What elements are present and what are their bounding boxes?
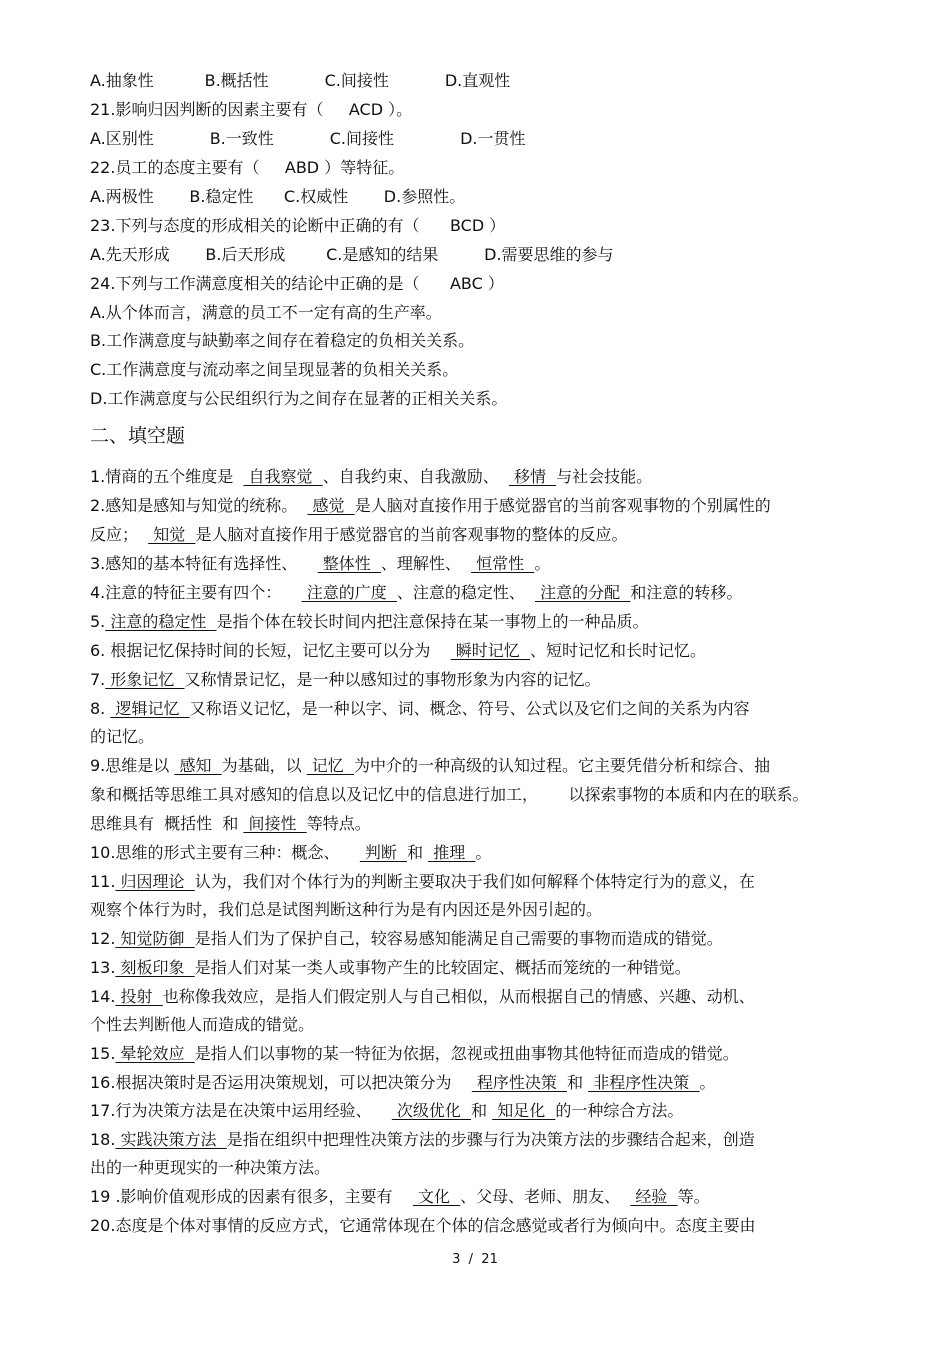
- question-text: 为基础，以: [221, 756, 307, 775]
- fill-line: [90, 698, 750, 720]
- answer-blank: 注意的分配: [535, 583, 631, 602]
- answer-blank: 自我察觉: [243, 467, 323, 486]
- question-text: 认为，我们对个体行为的判断主要取决于我们如何解释个体特定行为的意义，在: [194, 872, 755, 891]
- question-text: 、短时记忆和长时记忆。: [529, 641, 706, 660]
- fill-line: [90, 899, 602, 921]
- question-text: 象和概括等思维工具对感知的信息以及记忆中的信息进行加工， 以探索事物的本质和内在的联系。: [90, 785, 809, 804]
- question-text: 、父母、老师、朋友、: [460, 1187, 631, 1206]
- fill-line: [90, 1100, 683, 1122]
- answer-blank: 刻板印象: [115, 958, 195, 977]
- fill-line: [90, 640, 706, 662]
- question-text: 3.感知的基本特征有选择性、: [90, 554, 318, 573]
- choice-line: A.两极性 B.稳定性 C.权威性 D.参照性。: [90, 187, 466, 206]
- answer-blank: 知觉: [148, 525, 196, 544]
- answer-blank: 形象记忆: [105, 670, 185, 689]
- choice-line: 23.下列与态度的形成相关的论断中正确的有（ BCD ）: [90, 216, 506, 235]
- answer-blank: 瞬时记忆: [450, 641, 530, 660]
- answer-blank: 整体性: [317, 554, 381, 573]
- fill-line: [90, 813, 371, 835]
- question-text: 18.: [90, 1130, 116, 1149]
- question-text: 、理解性、: [380, 554, 472, 573]
- answer-blank: 投射: [115, 987, 163, 1006]
- fill-line: [90, 928, 723, 950]
- question-text: 个性去判断他人而造成的错觉。: [90, 1015, 315, 1034]
- choice-line: 24.下列与工作满意度相关的结论中正确的是（ ABC ）: [90, 274, 504, 293]
- choice-line: 21.影响归因判断的因素主要有（ ACD ）。: [90, 100, 413, 119]
- answer-blank: 判断: [359, 843, 408, 862]
- question-text: 。: [534, 554, 551, 573]
- question-text: 20.态度是个体对事情的反应方式，它通常体现在个体的信念感觉或者行为倾向中。态度主要由: [90, 1216, 756, 1235]
- choice-line: D.工作满意度与公民组织行为之间存在显著的正相关关系。: [90, 389, 508, 408]
- fill-line: [90, 755, 770, 777]
- question-text: 、自我约束、自我激励、: [322, 467, 509, 486]
- answer-blank: 经验: [630, 1187, 678, 1206]
- fill-line: [90, 726, 154, 748]
- question-text: 出的一种更现实的一种决策方法。: [90, 1158, 331, 1177]
- answer-blank: 知觉防御: [115, 929, 195, 948]
- fill-line: [90, 495, 771, 517]
- question-text: 14.: [90, 987, 116, 1006]
- fill-line: [90, 466, 652, 488]
- question-text: 1.情商的五个维度是: [90, 467, 244, 486]
- question-text: 17.行为决策方法是在决策中运用经验、: [90, 1101, 392, 1120]
- question-text: 16.根据决策时是否运用决策规划，可以把决策分为: [90, 1073, 472, 1092]
- fill-line: [90, 669, 601, 691]
- choice-line: A.从个体而言，满意的员工不一定有高的生产率。: [90, 303, 442, 322]
- question-text: 是人脑对直接作用于感觉器官的当前客观事物的个别属性的: [354, 496, 771, 515]
- question-text: 9.思维是以: [90, 756, 175, 775]
- fill-line: [90, 784, 809, 806]
- question-text: 观察个体行为时，我们总是试图判断这种行为是有内因还是外因引起的。: [90, 900, 603, 919]
- fill-line: [90, 957, 691, 979]
- question-text: 5.: [90, 612, 106, 631]
- question-text: 7.: [90, 670, 106, 689]
- question-text: 为中介的一种高级的认知过程。它主要凭借分析和综合、抽: [353, 756, 770, 775]
- question-text: 2.感知是感知与知觉的统称。: [90, 496, 308, 515]
- choice-line: A.抽象性 B.概括性 C.间接性 D.直观性: [90, 71, 511, 90]
- answer-blank: 移情: [508, 467, 557, 486]
- answer-blank: 程序性决策: [471, 1073, 568, 1092]
- fill-line: [90, 842, 491, 864]
- fill-line: [90, 986, 755, 1008]
- page-footer: 3 / 21: [452, 1252, 498, 1267]
- question-text: 19 .影响价值观形成的因素有很多，主要有: [90, 1187, 413, 1206]
- question-text: 反应；: [90, 525, 149, 544]
- choice-line: A.先天形成 B.后天形成 C.是感知的结果 D.需要思维的参与: [90, 245, 614, 264]
- question-text: 也称像我效应，是指人们假定别人与自己相似，从而根据自己的情感、兴趣、动机、: [162, 987, 755, 1006]
- question-text: 4.注意的特征主要有四个：: [90, 583, 302, 602]
- question-text: 12.: [90, 929, 116, 948]
- choice-line: A.区别性 B.一致性 C.间接性 D.一贯性: [90, 129, 526, 148]
- answer-blank: 归因理论: [115, 872, 195, 891]
- question-text: 和注意的转移。: [630, 583, 743, 602]
- answer-blank: 非程序性决策: [588, 1073, 700, 1092]
- question-text: 的一种综合方法。: [555, 1101, 684, 1120]
- question-text: 又称语义记忆，是一种以字、词、概念、符号、公式以及它们之间的关系为内容: [189, 699, 750, 718]
- answer-blank: 知足化: [492, 1101, 556, 1120]
- choice-line: B.工作满意度与缺勤率之间存在着稳定的负相关关系。: [90, 331, 475, 350]
- question-text: 是指在组织中把理性决策方法的步骤与行为决策方法的步骤结合起来，创造: [226, 1130, 755, 1149]
- question-text: 6. 根据记忆保持时间的长短，记忆主要可以分为: [90, 641, 451, 660]
- answer-blank: 间接性: [243, 814, 307, 833]
- question-text: 10.思维的形式主要有三种：概念、: [90, 843, 360, 862]
- question-text: 是指人们对某一类人或事物产生的比较固定、概括而笼统的一种错觉。: [194, 958, 691, 977]
- fill-line: [90, 1157, 330, 1179]
- answer-blank: 推理: [428, 843, 476, 862]
- answer-blank: 晕轮效应: [115, 1044, 195, 1063]
- question-text: 11.: [90, 872, 116, 891]
- fill-line: [90, 1043, 739, 1065]
- question-text: 和: [471, 1101, 493, 1120]
- answer-blank: 文化: [412, 1187, 461, 1206]
- answer-blank: 注意的广度: [301, 583, 397, 602]
- question-text: 是指人们为了保护自己，较容易感知能满足自己需要的事物而造成的错觉。: [194, 929, 723, 948]
- question-text: 又称情景记忆，是一种以感知过的事物形象为内容的记忆。: [184, 670, 601, 689]
- fill-line: [90, 611, 649, 633]
- choice-line: C.工作满意度与流动率之间呈现显著的负相关关系。: [90, 360, 459, 379]
- fill-line: [90, 553, 550, 575]
- question-text: 是指个体在较长时间内把注意保持在某一事物上的一种品质。: [216, 612, 649, 631]
- answer-blank: 实践决策方法: [115, 1130, 227, 1149]
- question-text: 、注意的稳定性、: [396, 583, 536, 602]
- question-text: 8.: [90, 699, 111, 718]
- answer-blank: 恒常性: [471, 554, 535, 573]
- question-text: 和: [407, 843, 429, 862]
- question-text: 的记忆。: [90, 727, 155, 746]
- fill-line: [90, 1186, 710, 1208]
- fill-line: [90, 582, 742, 604]
- answer-blank: 次级优化: [391, 1101, 472, 1120]
- answer-blank: 感觉: [307, 496, 355, 515]
- fill-line: [90, 524, 627, 546]
- fill-line: [90, 1014, 314, 1036]
- choice-line: 22.员工的态度主要有（ ABD ）等特征。: [90, 158, 405, 177]
- section-title: 二、填空题: [90, 425, 186, 447]
- question-text: 是指人们以事物的某一特征为依据，忽视或扭曲事物其他特征而造成的错觉。: [194, 1044, 739, 1063]
- question-text: 等特点。: [306, 814, 371, 833]
- question-text: 。: [475, 843, 492, 862]
- fill-line: [90, 1215, 755, 1237]
- answer-blank: 感知: [174, 756, 222, 775]
- question-text: 与社会技能。: [556, 467, 653, 486]
- fill-line: [90, 871, 755, 893]
- answer-blank: 记忆: [306, 756, 354, 775]
- question-text: 。: [699, 1073, 716, 1092]
- answer-blank: 逻辑记忆: [110, 699, 190, 718]
- question-text: 是人脑对直接作用于感觉器官的当前客观事物的整体的反应。: [195, 525, 628, 544]
- question-text: 和: [567, 1073, 589, 1092]
- fill-line: [90, 1072, 715, 1094]
- question-text: 等。: [677, 1187, 710, 1206]
- question-text: 15.: [90, 1044, 116, 1063]
- question-text: 13.: [90, 958, 116, 977]
- answer-blank: 注意的稳定性: [105, 612, 217, 631]
- question-text: 思维具有 概括性 和: [90, 814, 244, 833]
- fill-line: [90, 1129, 755, 1151]
